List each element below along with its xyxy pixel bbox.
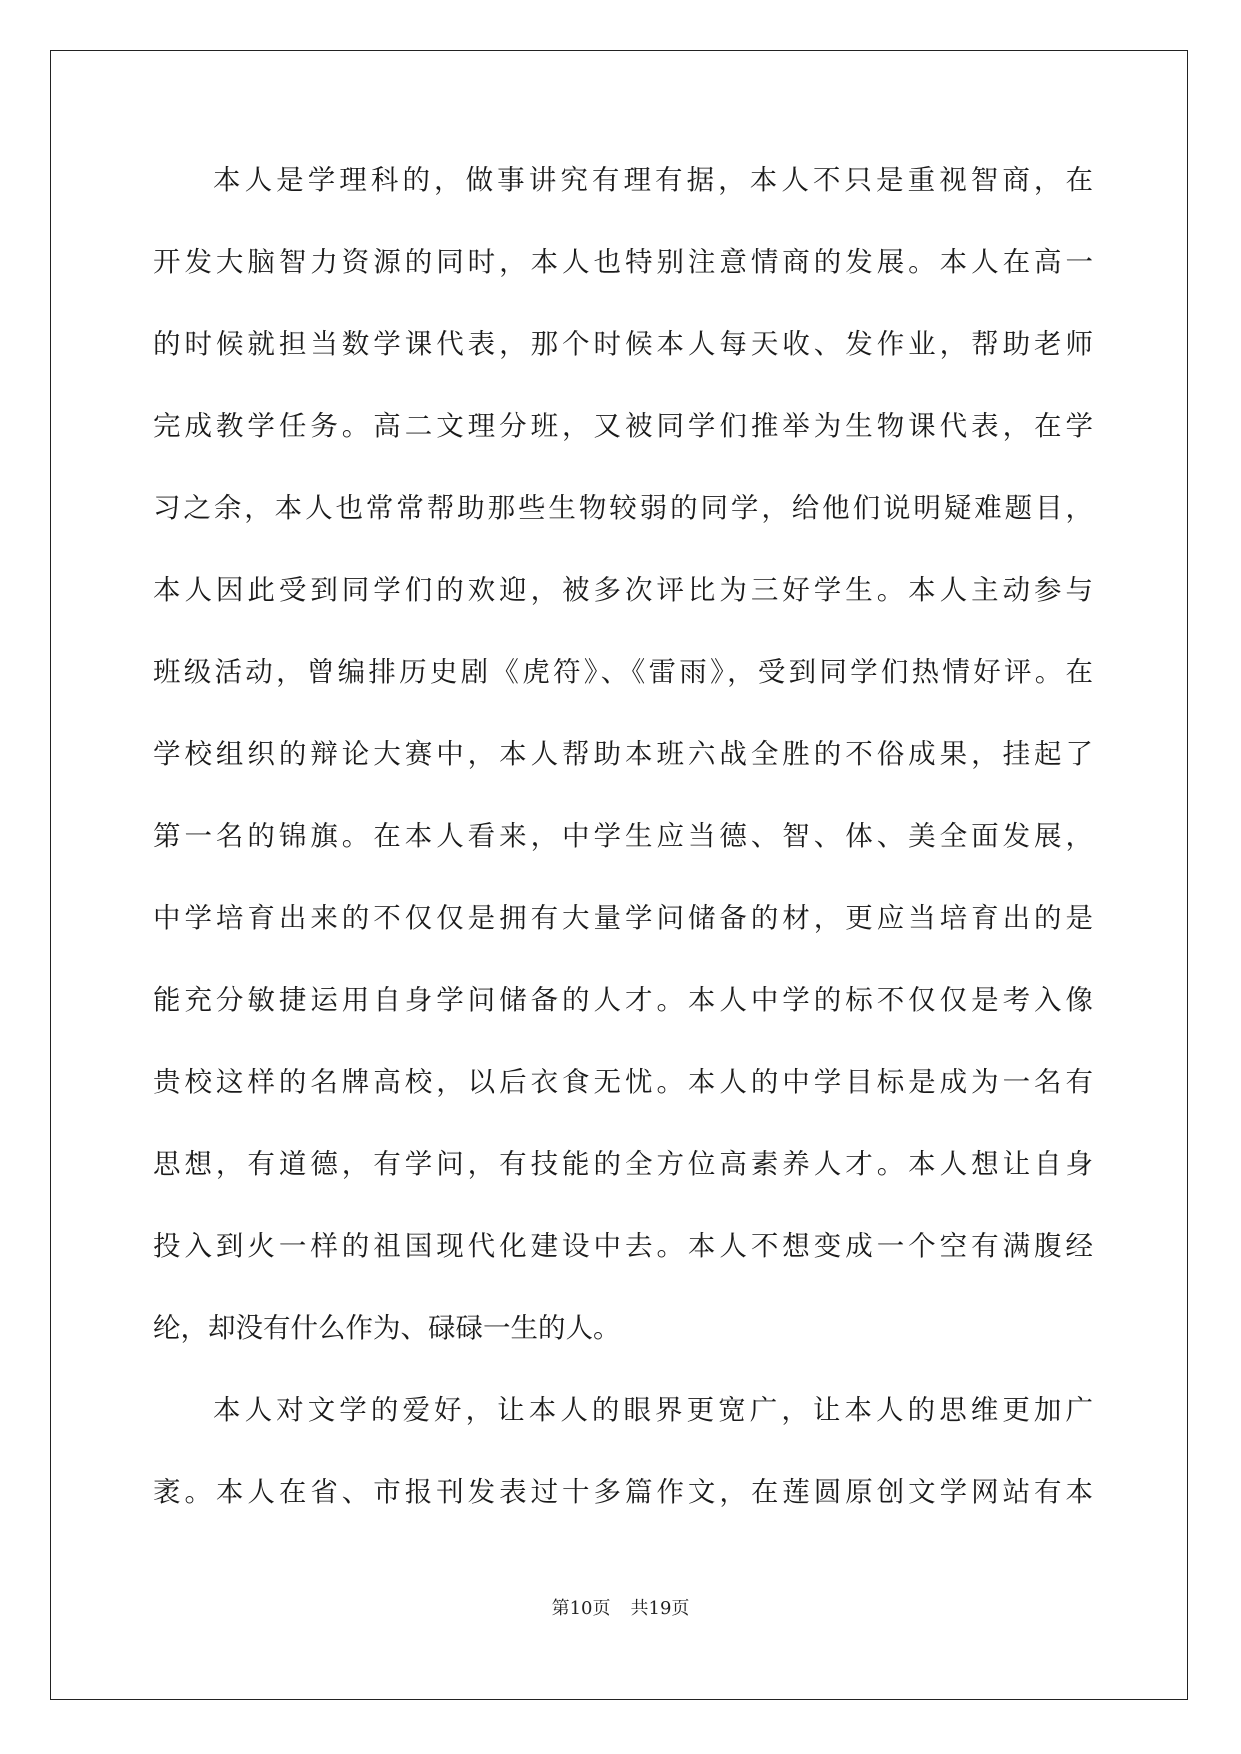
text-line: 班级活动，曾编排历史剧《虎符》、《雷雨》，受到同学们热情好评。在 bbox=[153, 656, 1093, 688]
text-line: 思想，有道德，有学问，有技能的全方位高素养人才。本人想让自身 bbox=[153, 1148, 1093, 1180]
text-line: 第一名的锦旗。在本人看来，中学生应当德、智、体、美全面发展， bbox=[153, 820, 1093, 852]
text-line: 贵校这样的名牌高校，以后衣食无忧。本人的中学目标是成为一名有 bbox=[153, 1066, 1093, 1098]
text-line: 本人是学理科的，做事讲究有理有据，本人不只是重视智商，在 bbox=[213, 164, 1093, 196]
text-line: 本人对文学的爱好，让本人的眼界更宽广，让本人的思维更加广 bbox=[213, 1394, 1093, 1426]
text-line: 习之余，本人也常常帮助那些生物较弱的同学，给他们说明疑难题目， bbox=[153, 492, 1093, 524]
text-line: 袤。本人在省、市报刊发表过十多篇作文，在莲圆原创文学网站有本 bbox=[153, 1476, 1093, 1508]
text-line: 学校组织的辩论大赛中，本人帮助本班六战全胜的不俗成果，挂起了 bbox=[153, 738, 1093, 770]
text-line: 的时候就担当数学课代表，那个时候本人每天收、发作业，帮助老师 bbox=[153, 328, 1093, 360]
text-line: 开发大脑智力资源的同时，本人也特别注意情商的发展。本人在高一 bbox=[153, 246, 1093, 278]
document-body bbox=[153, 163, 1093, 1557]
text-line: 本人因此受到同学们的欢迎，被多次评比为三好学生。本人主动参与 bbox=[153, 574, 1093, 606]
text-line: 纶，却没有什么作为、碌碌一生的人。 bbox=[153, 1312, 621, 1344]
page-total: 共19页 bbox=[630, 1598, 690, 1619]
page-footer bbox=[0, 1594, 1241, 1620]
text-line: 投入到火一样的祖国现代化建设中去。本人不想变成一个空有满腹经 bbox=[153, 1230, 1093, 1262]
text-line: 中学培育出来的不仅仅是拥有大量学问储备的材，更应当培育出的是 bbox=[153, 902, 1093, 934]
page-number: 第10页 bbox=[551, 1598, 611, 1619]
text-line: 能充分敏捷运用自身学问储备的人才。本人中学的标不仅仅是考入像 bbox=[153, 984, 1093, 1016]
text-line: 完成教学任务。高二文理分班，又被同学们推举为生物课代表，在学 bbox=[153, 410, 1093, 442]
